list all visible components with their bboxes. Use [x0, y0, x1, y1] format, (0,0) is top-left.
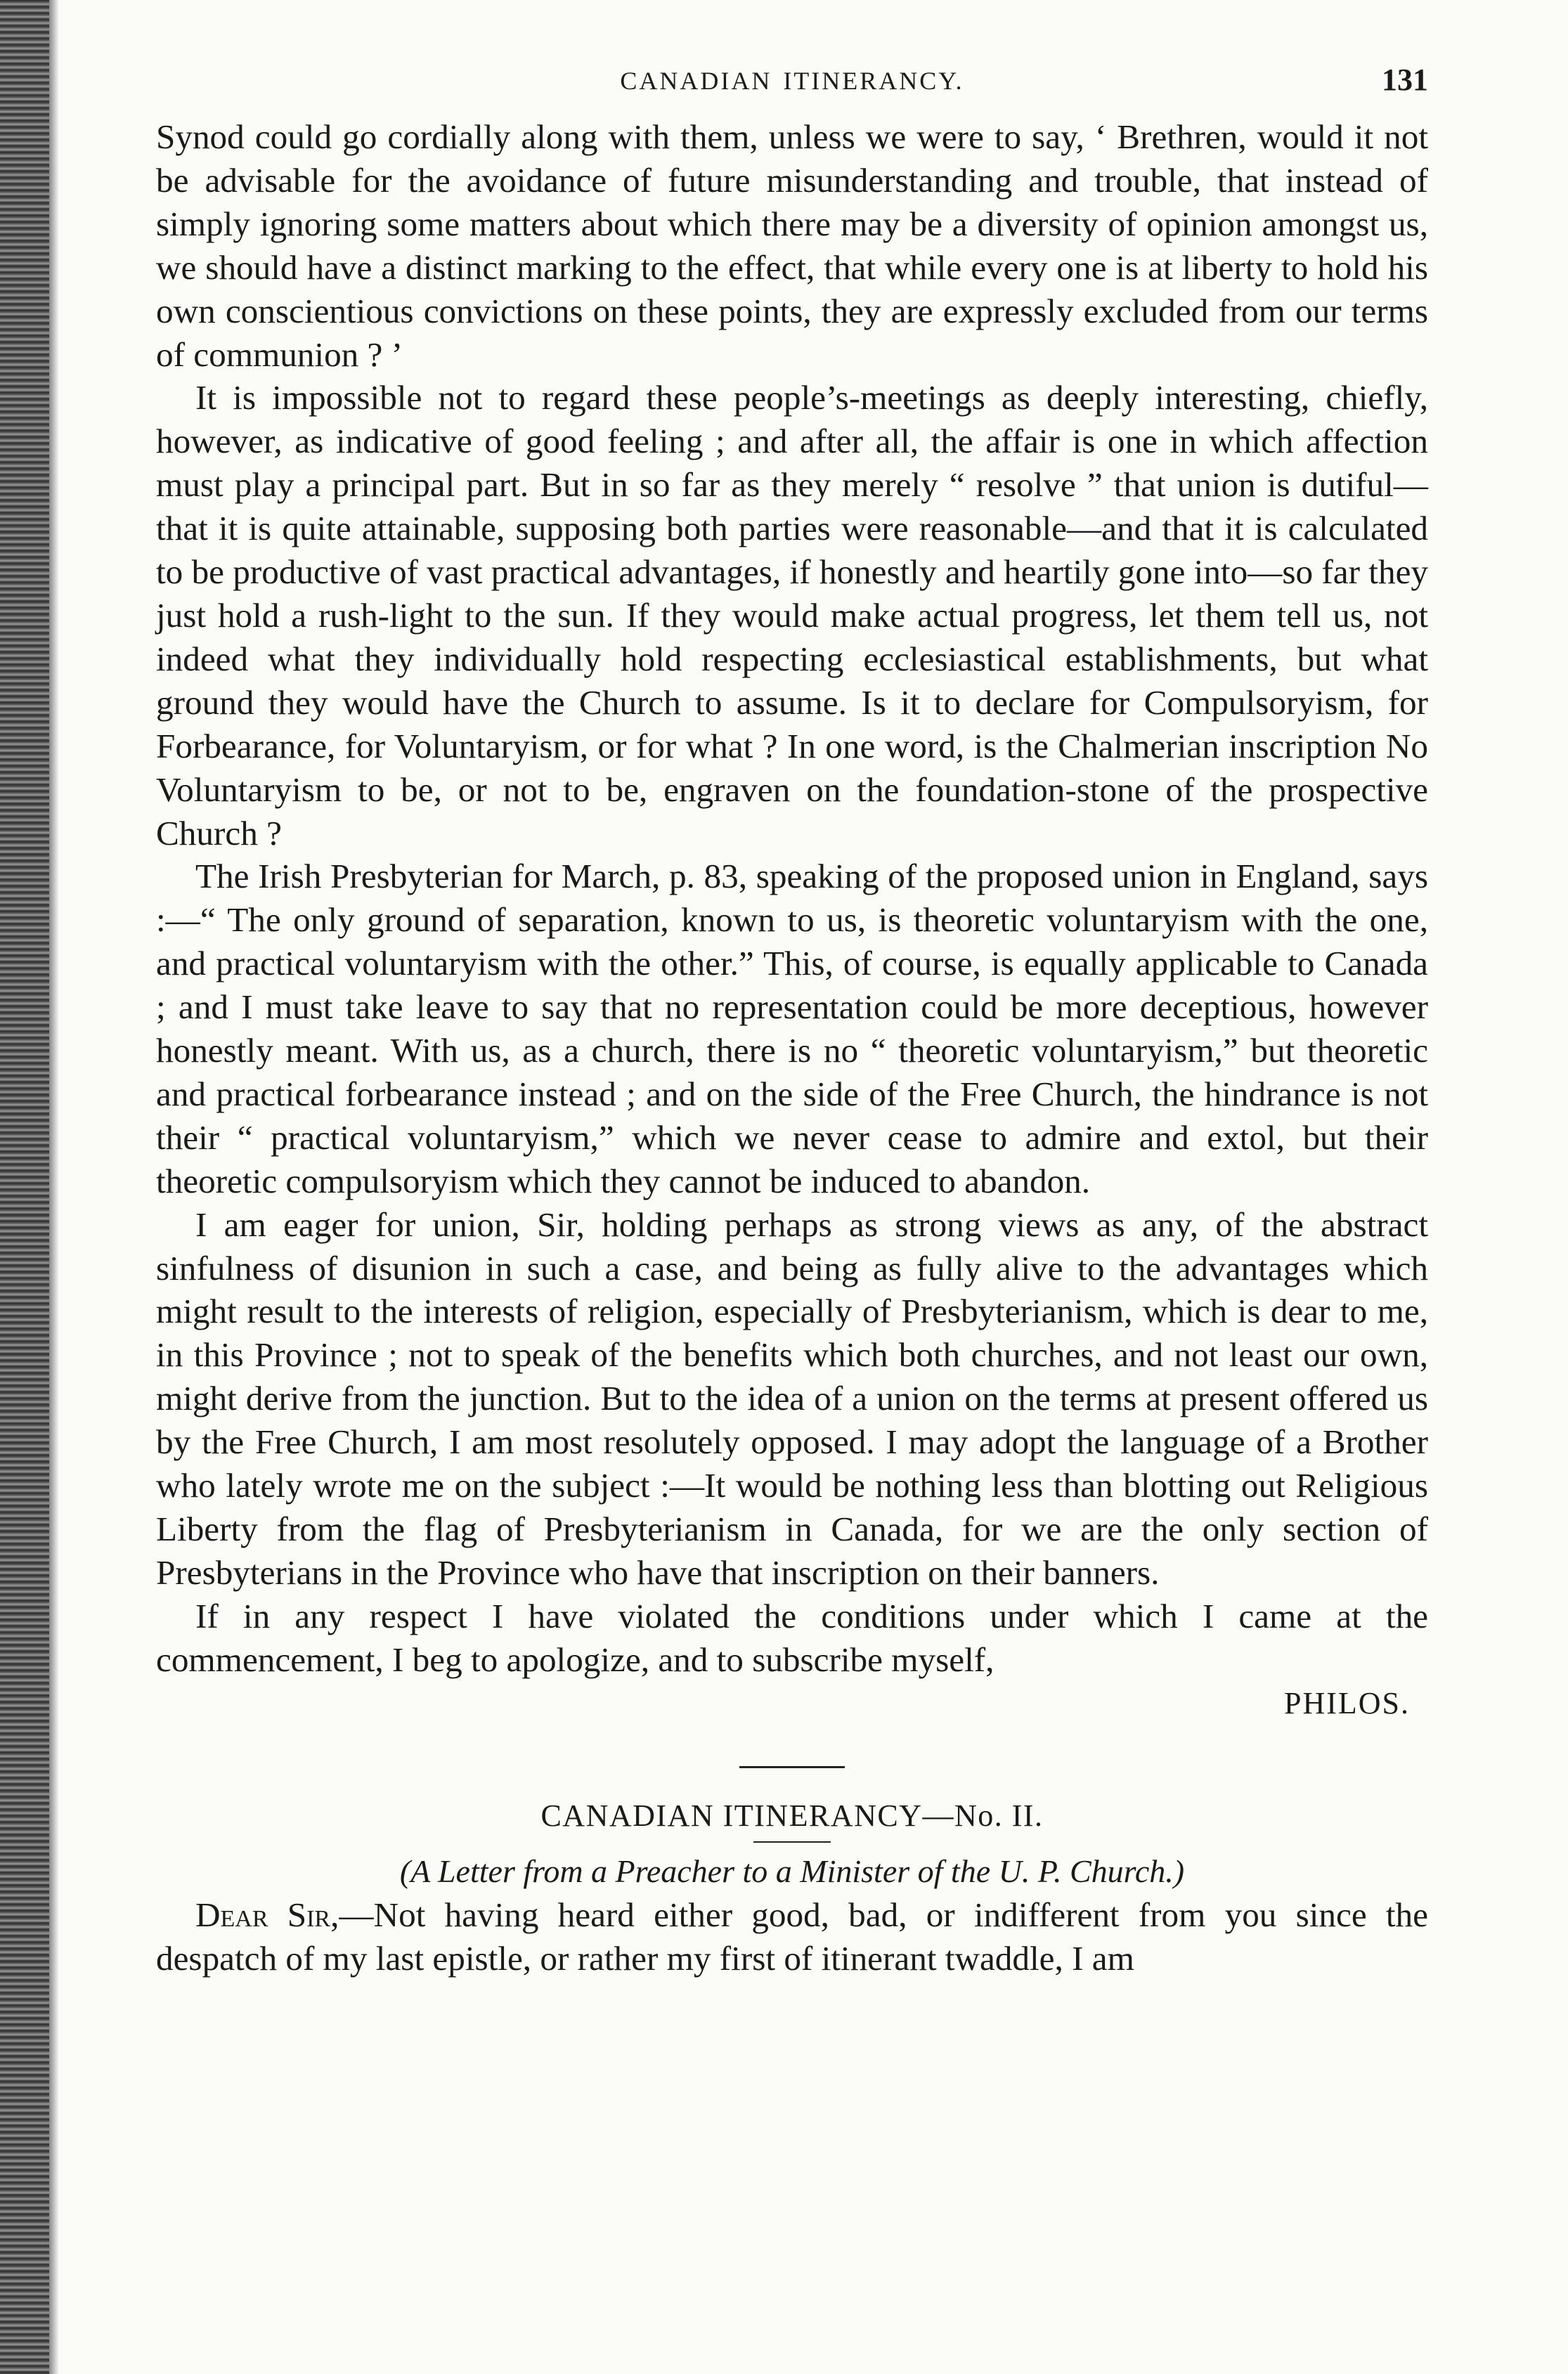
- letter-opening-text: —Not having heard either good, bad, or indifferent from you since the despatch of my last epistle, or rather my first of itinerant twaddle, I am: [156, 1895, 1428, 1978]
- section-subtitle: (A Letter from a Preacher to a Minister of the U. P. Church.): [399, 1853, 1185, 1889]
- paragraph-peoples-meetings: It is impossible not to regard these people’s-meetings as deeply interesting, chiefly, however, as indicative of good feeling ; and after all, the affair is one in which affection must play a principal part. But in so far as they merely “ resolve ” that union is dutiful—that it is quite attainable, supposing both parties were reasonable—and that it is calculated to be productive of vast practical advantages, if honestly and heartily gone into—so far they just hold a rush-light to the sun. If they would make actual progress, let them tell us, not indeed what they individually hold respecting ecclesiastical establishments, but what ground they would have the Church to assume. Is it to declare for Compulsoryism, for Forbearance, for Voluntaryism, or for what ? In one word, is the Chalmerian inscription No Voluntaryism to be, or not to be, engraven on the foundation-stone of the prospective Church ?: [156, 378, 1428, 852]
- section-divider: [739, 1766, 845, 1768]
- binding-shadow: [49, 0, 59, 2374]
- paragraph-irish-presbyterian: The Irish Presbyterian for March, p. 83, speaking of the proposed union in England, says :—“ The only ground of separation, known to us, is theoretic voluntaryism with the one, and practical voluntaryism with the other.” This, of course, is equally applicable to Canada ; and I must take leave to say that no representation could be more deceptious, however honestly meant. With us, as a church, there is no “ theoretic voluntaryism,” but theoretic and practical forbearance instead ; and on the side of the Free Church, the hindrance is not their “ practical voluntaryism,” which we never cease to admire and extol, but their theoretic compulsoryism which they cannot be induced to abandon.: [156, 857, 1428, 1200]
- letter-salutation: Dear Sir,: [195, 1895, 339, 1934]
- running-head: CANADIAN ITINERANCY.: [620, 67, 964, 95]
- title-underline: [753, 1841, 831, 1843]
- section-title: CANADIAN ITINERANCY—No. II.: [540, 1798, 1044, 1833]
- page-header: [156, 62, 1428, 115]
- signature: PHILOS.: [1283, 1685, 1410, 1720]
- page-content: [156, 62, 1428, 1980]
- paragraph-eager-for-union: I am eager for union, Sir, holding perhaps as strong views as any, of the abstract sinfulness of disunion in such a case, and being as fully alive to the advantages which might result to the interests of religion, especially of Presbyterianism, which is dear to me, in this Province ; not to speak of the benefits which both churches, and not least our own, might derive from the junction. But to the idea of a union on the terms at present offered us by the Free Church, I am most resolutely opposed. I may adopt the language of a Brother who lately wrote me on the subject :—It would be nothing less than blotting out Religious Liberty from the flag of Presbyterianism in Canada, for we are the only section of Presbyterians in the Province who have that inscription on their banners.: [156, 1205, 1428, 1592]
- paragraph-apology: If in any respect I have violated the conditions under which I came at the commencement, I beg to apologize, and to subscribe myself,: [156, 1596, 1428, 1679]
- paragraph-continuation: Synod could go cordially along with them, unless we were to say, ‘ Brethren, would it not be advisable for the avoidance of future misunderstanding and trouble, that instead of simply ignoring some matters about which there may be a diversity of opinion amongst us, we should have a distinct marking to the effect, that while every one is at liberty to hold his own conscientious convictions on these points, they are expressly excluded from our terms of communion ? ’: [156, 117, 1428, 374]
- letter-opening-paragraph: [156, 1893, 1428, 1980]
- scanned-binding-edge: [0, 0, 49, 2374]
- page-number: 131: [1382, 63, 1428, 97]
